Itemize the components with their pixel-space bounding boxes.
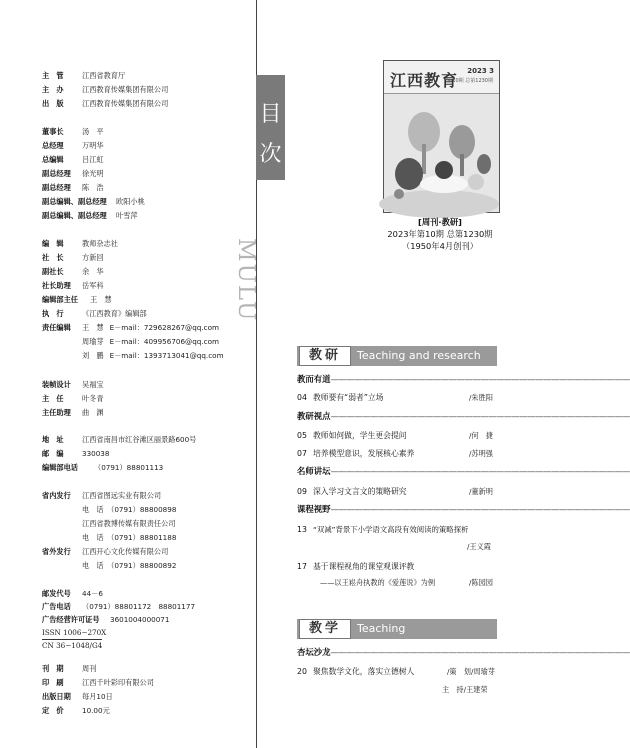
masthead-row: 副总经理 徐光明 bbox=[42, 169, 104, 178]
editor-row: 周瑜芽 E－mail：409956706@qq.com bbox=[82, 337, 219, 346]
masthead-row: 副总经理 陈 浩 bbox=[42, 183, 104, 192]
masthead-row: 执 行 《江西教育》编辑部 bbox=[42, 309, 147, 318]
cover-issue-sub: 第10期 总第1230期 bbox=[447, 78, 493, 84]
toc-author: /陈园园 bbox=[469, 578, 493, 587]
masthead-row: 总经理 万明华 bbox=[42, 141, 104, 150]
toc-entry[interactable]: 05 教师如何做，学生更会提问 /何 捷 bbox=[297, 431, 493, 440]
column-heading: 教研视点—————————————————————————————————————— bbox=[297, 411, 630, 421]
column-heading: 课程视野—————————————————————————————————————— bbox=[297, 504, 630, 514]
distribution-row: 电 话 （0791）88800892 bbox=[82, 561, 177, 570]
masthead-row: 社长助理 岳军科 bbox=[42, 281, 104, 290]
masthead-row: 刊 期 周刊 bbox=[42, 664, 97, 673]
masthead-row: 主 任 叶冬青 bbox=[42, 394, 104, 403]
masthead-row: 印 刷 江西千叶彩印有限公司 bbox=[42, 678, 154, 687]
cover-caption-issue: 2023年第10期 总第1230期 bbox=[387, 229, 493, 239]
masthead-row: 副总编辑、副总经理 欧阳小桃 bbox=[42, 197, 145, 206]
contents-tab bbox=[256, 75, 285, 180]
tab-char-mu: 目 bbox=[259, 102, 282, 127]
editor-row: 刘 鹏 E－mail：1393713041@qq.com bbox=[82, 351, 224, 360]
column-heading: 杏坛沙龙—————————————————————————————————————— bbox=[297, 647, 630, 657]
column-heading: 教而有道—————————————————————————————————————— bbox=[297, 374, 630, 384]
masthead-row: 广告电话 （0791）88801172 88801177 bbox=[42, 602, 196, 611]
pinyin-vertical: MULU bbox=[233, 238, 259, 323]
distribution-row: 电 话 （0791）88801188 bbox=[82, 533, 177, 542]
masthead-row: 装帧设计 吴福宝 bbox=[42, 380, 104, 389]
distribution-row: 省外发行 江西开心文化传媒有限公司 bbox=[42, 547, 169, 556]
masthead-row: 社 长 方新回 bbox=[42, 253, 104, 262]
tab-char-ci: 次 bbox=[259, 142, 282, 167]
section-header-jiaoxue: 教学 Teaching bbox=[297, 619, 497, 639]
toc-subtitle: ——以王崧舟执教的《爱莲说》为例 bbox=[320, 578, 436, 587]
toc-entry[interactable]: 17 基于课程视角的课堂观课评教 bbox=[297, 562, 415, 571]
masthead-row: 副社长 余 华 bbox=[42, 267, 104, 276]
masthead-row: 主任助理 曲 渊 bbox=[42, 408, 104, 417]
toc-entry[interactable]: 04 教师要有“弱者”立场 /朱胜阳 bbox=[297, 393, 493, 402]
editor-row: 责任编辑 王 慧 E－mail：729628267@qq.com bbox=[42, 323, 219, 332]
toc-entry[interactable]: 13 “双减”背景下小学语文高段有效阅读的策略探析 bbox=[297, 525, 469, 534]
distribution-row: 电 话 （0791）88800898 bbox=[82, 505, 177, 514]
section-header-jiaoyan: 教研 Teaching and research bbox=[297, 346, 497, 366]
masthead-row: 董事长 汤 平 bbox=[42, 127, 104, 136]
distribution-row: 省内发行 江西省图远实业有限公司 bbox=[42, 491, 162, 500]
cover-issue: 2023 3 bbox=[467, 67, 494, 75]
masthead-row: 副总编辑、副总经理 叶雪萍 bbox=[42, 211, 138, 220]
distribution-row: 江西省教博传媒有限责任公司 bbox=[82, 519, 176, 528]
masthead-row: 邮发代号 44－6 bbox=[42, 589, 103, 598]
masthead-row: 主 管 江西省教育厅 bbox=[42, 71, 126, 80]
masthead-row: 主 办 江西教育传媒集团有限公司 bbox=[42, 85, 169, 94]
masthead-row: 地 址 江西省南昌市红谷滩区丽景路600号 bbox=[42, 435, 197, 444]
toc-host: 主 持/王建荣 bbox=[442, 685, 488, 694]
masthead-row: 编辑部电话 （0791）88801113 bbox=[42, 463, 164, 472]
masthead-row: 编辑部主任 王 慧 bbox=[42, 295, 112, 304]
cover-caption-type: [周刊·教研] bbox=[418, 217, 462, 227]
cover-title: 江西教育 bbox=[390, 71, 459, 90]
masthead-row: 定 价 10.00元 bbox=[42, 706, 110, 715]
cover-image bbox=[383, 60, 500, 213]
masthead bbox=[0, 0, 255, 748]
toc-entry[interactable]: 20 聚焦数学文化，落实立德树人 /策 划/周瑜芽 bbox=[297, 667, 495, 676]
cn-number: CN 36−1048/G4 bbox=[42, 641, 103, 650]
toc-entry[interactable]: 09 深入学习文言文的策略研究 /董新明 bbox=[297, 487, 493, 496]
masthead-row: 出版日期 每月10日 bbox=[42, 692, 113, 701]
cover-caption-founded: （1950年4月创刊） bbox=[401, 241, 479, 251]
column-heading: 名师讲坛—————————————————————————————————————— bbox=[297, 466, 630, 476]
toc-author: /王义霞 bbox=[467, 542, 491, 551]
masthead-row: 编 辑 教师杂志社 bbox=[42, 239, 118, 248]
masthead-row: 出 版 江西教育传媒集团有限公司 bbox=[42, 99, 169, 108]
issn: ISSN 1006−270X bbox=[42, 628, 107, 637]
masthead-row: 总编辑 吕江虹 bbox=[42, 155, 104, 164]
masthead-row: 广告经营许可证号 3601004000071 bbox=[42, 615, 170, 624]
toc-entry[interactable]: 07 培养模型意识，发展核心素养 /苏明强 bbox=[297, 449, 493, 458]
cover-illustration bbox=[384, 94, 499, 212]
masthead-row: 邮 编 330038 bbox=[42, 449, 110, 458]
